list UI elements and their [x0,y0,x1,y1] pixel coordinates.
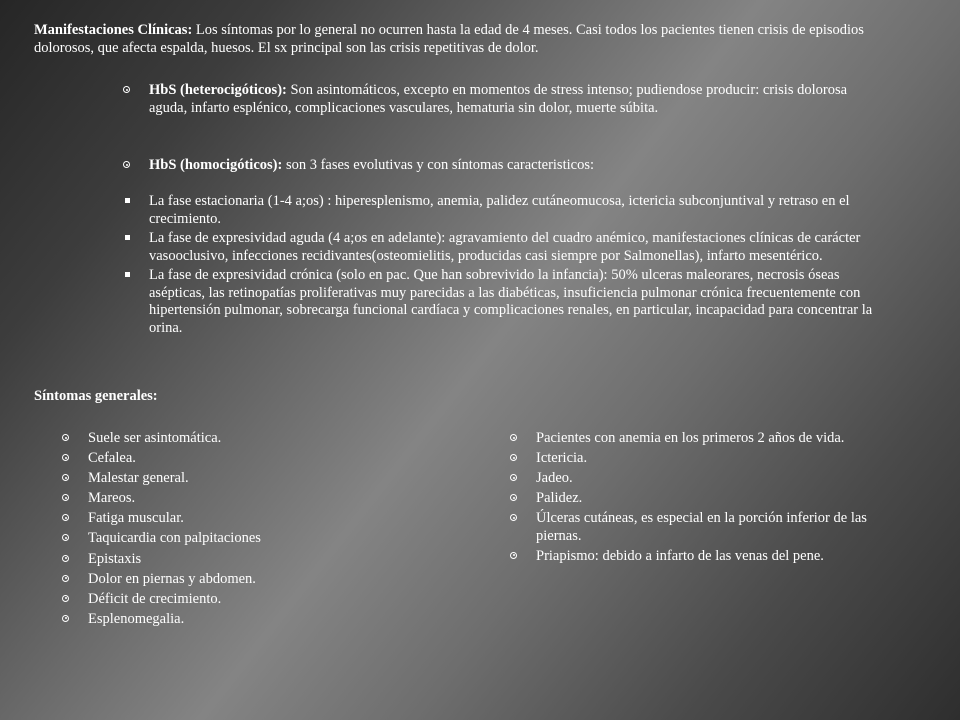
hbs-heterocigoticos-text: Son asintomáticos, excepto en momentos de stress intenso; pudiendose producir: crisis dolorosa aguda, infarto esplénico, complicaciones vasculares, hematuria sin dolor, muerte súbita. [149,82,848,116]
list-item: Pacientes con anemia en los primeros 2 años de vida. [509,430,889,448]
list-item: Cefalea. [61,450,461,468]
hbs-heterocigoticos-label: HbS (heterocigóticos): [149,82,287,98]
hbs-heterocigoticos-list [122,82,882,117]
phases-list [122,193,882,339]
intro-text: Los síntomas por lo general no ocurren hasta la edad de 4 meses. Casi todos los pacientes tienen crisis de episodios dolorosos, que afecta espalda, huesos. El sx principal son las crisis repetitivas de dolor. [34,22,864,56]
list-item [122,157,882,175]
general-symptoms-title: Síntomas generales: [34,388,158,404]
hbs-homocigoticos-text: son 3 fases evolutivas y con síntomas caracteristicos: [282,157,594,173]
general-symptoms-left-list [61,430,461,631]
list-item: Epistaxis [61,551,461,569]
list-item: Palidez. [509,490,889,508]
phase-item: La fase de expresividad aguda (4 a;os en adelante): agravamiento del cuadro anémico, manifestaciones clínicas de carácter vasooclusivo, infecciones recidivantes(osteomielitis, producidas casi siempre por Salmonellas), infarto mesentérico. [122,230,882,265]
general-symptoms-right-list [509,430,889,568]
intro-heading: Manifestaciones Clínicas: [34,22,193,38]
list-item: Malestar general. [61,470,461,488]
list-item: Jadeo. [509,470,889,488]
list-item: Déficit de crecimiento. [61,591,461,609]
list-item: Dolor en piernas y abdomen. [61,571,461,589]
hbs-homocigoticos-label: HbS (homocigóticos): [149,157,283,173]
phase-item: La fase estacionaria (1-4 a;os) : hiperesplenismo, anemia, palidez cutáneomucosa, ictericia subconjuntival y retraso en el crecimiento. [122,193,882,228]
list-item: Priapismo: debido a infarto de las venas del pene. [509,548,889,566]
list-item: Taquicardia con palpitaciones [61,530,461,548]
list-item: Ictericia. [509,450,889,468]
list-item: Mareos. [61,490,461,508]
list-item: Fatiga muscular. [61,510,461,528]
list-item: Esplenomegalia. [61,611,461,629]
list-item: Úlceras cutáneas, es especial en la porción inferior de las piernas. [509,510,889,545]
intro-paragraph [34,22,894,57]
list-item [122,82,882,117]
list-item: Suele ser asintomática. [61,430,461,448]
hbs-homocigoticos-list [122,157,882,175]
phase-item: La fase de expresividad crónica (solo en pac. Que han sobrevivido la infancia): 50% ulceras maleorares, necrosis óseas asépticas, las retinopatías proliferativas muy parecidas a las diabéticas, insuficiencia pulmonar crónica frecuentemente con hipertensión pulmonar, sobrecarga funcional cardíaca y complicaciones renales, en particular, incapacidad para concentrar la orina. [122,267,882,337]
